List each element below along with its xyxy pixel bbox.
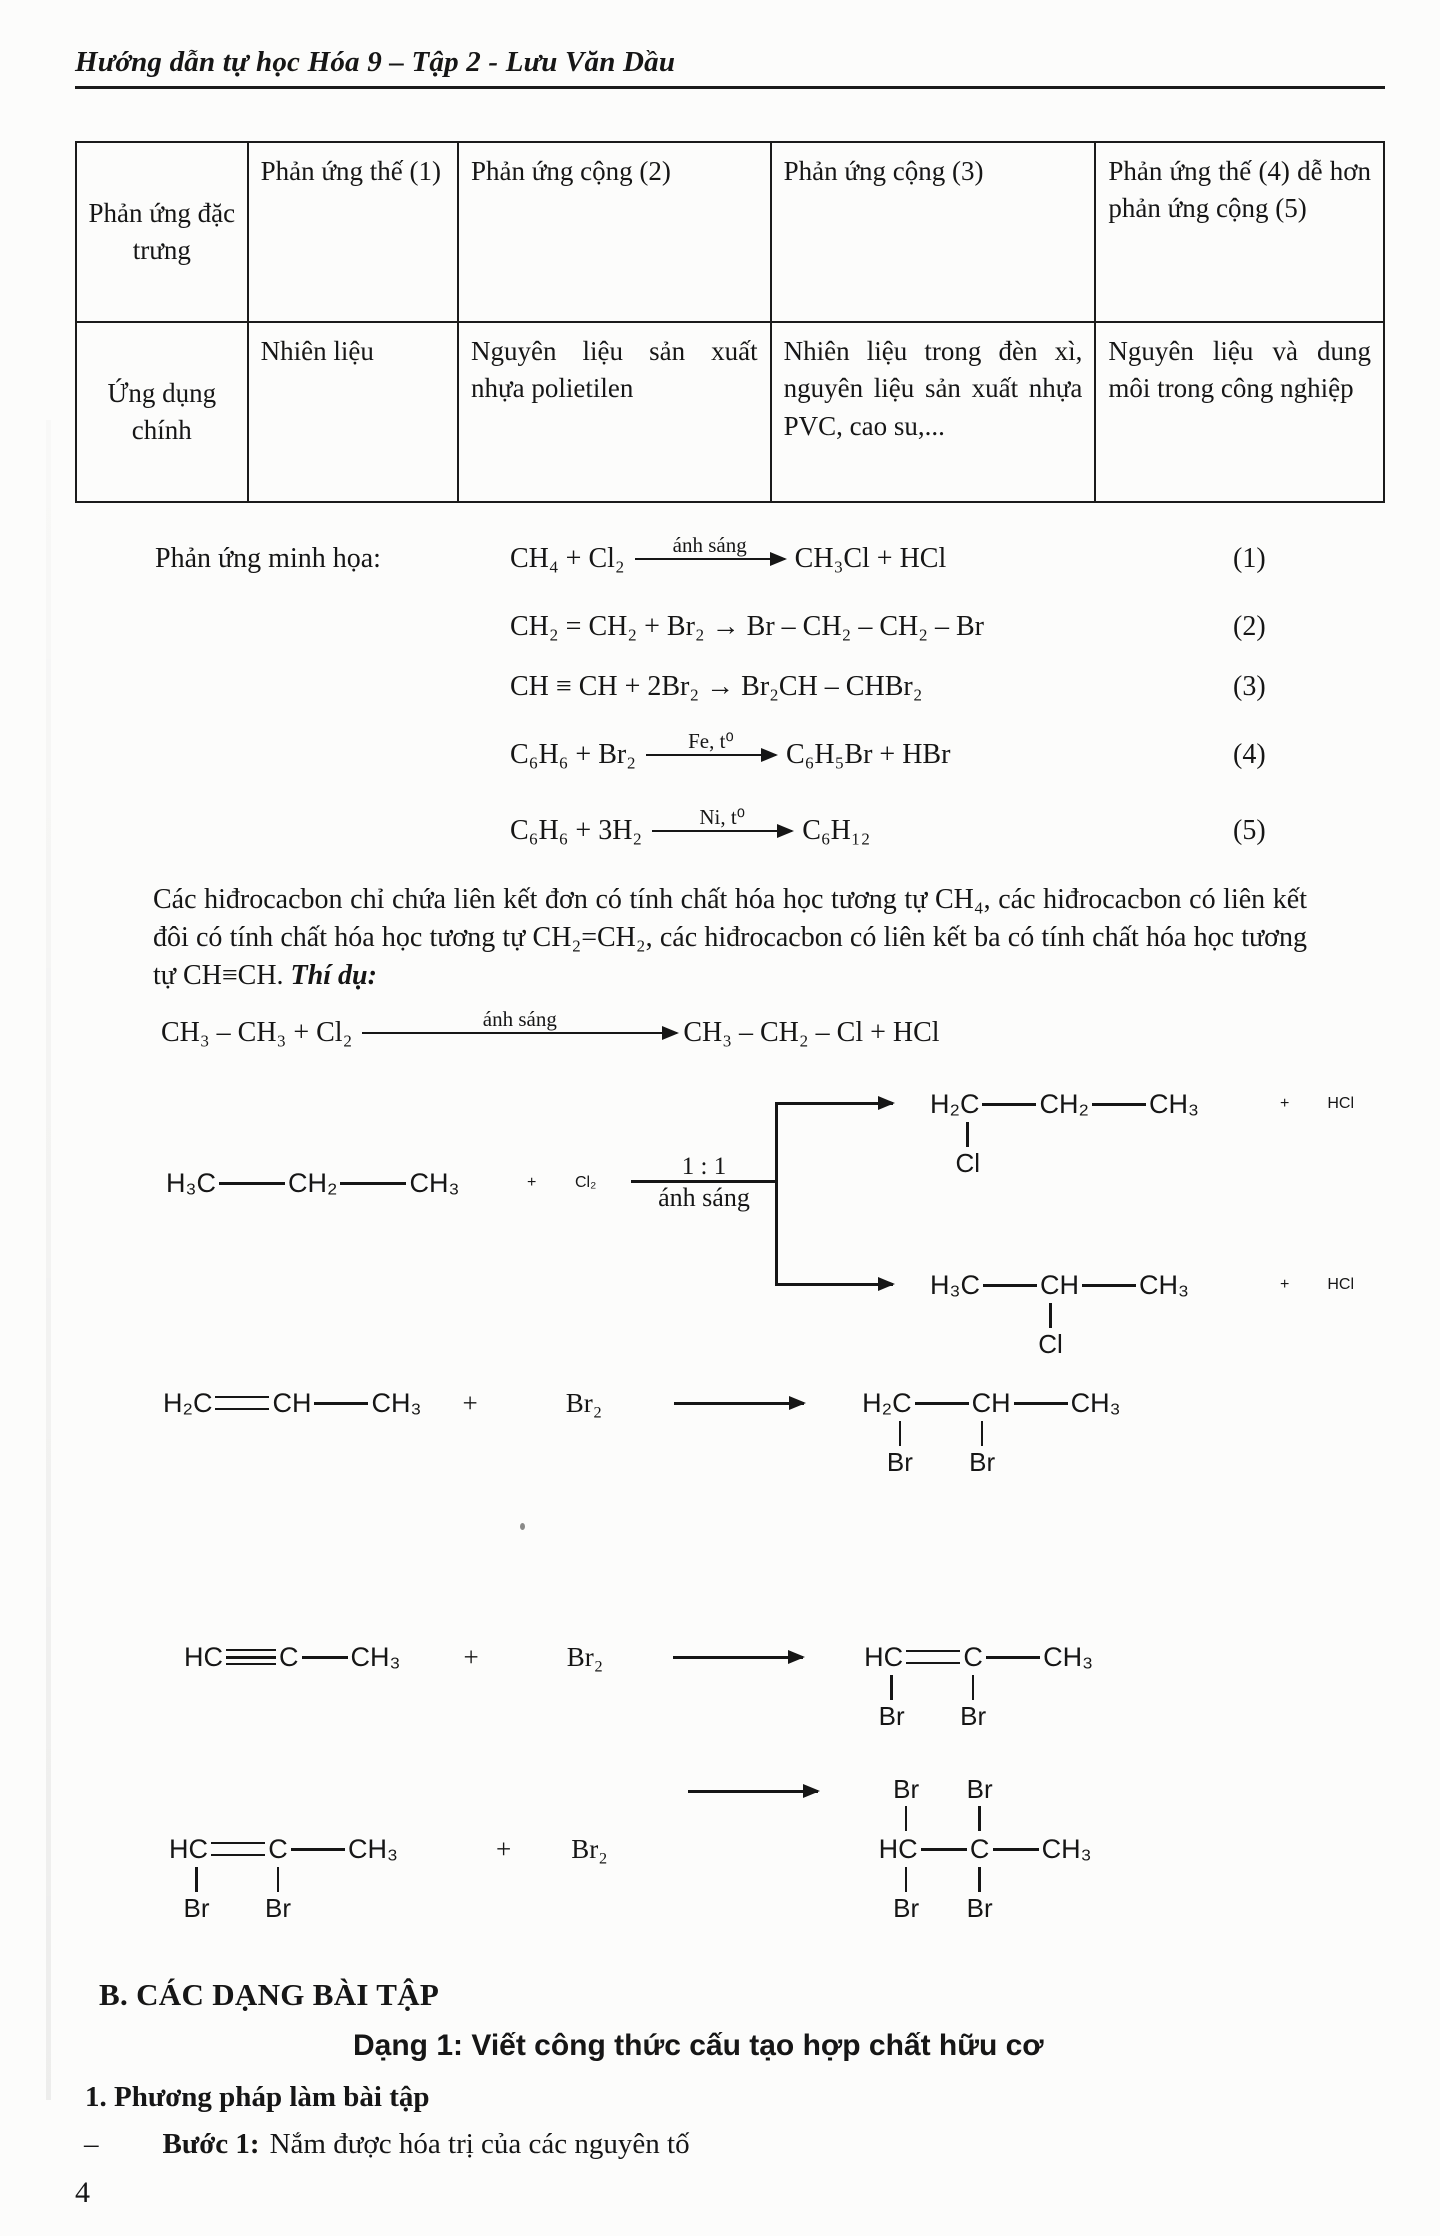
atom-group: C xyxy=(268,1833,288,1864)
triple-bond xyxy=(226,1639,276,1675)
chloropropane-2-structure xyxy=(927,1267,1192,1361)
method-heading: 1. Phương pháp làm bài tập xyxy=(85,2081,430,2114)
ethane-lhs: CH₃ – CH₃ + Cl₂ xyxy=(161,1017,353,1049)
reactions-label: Phản ứng minh họa: xyxy=(155,543,381,574)
atom-group: H₃C xyxy=(166,1167,216,1198)
plus-sign: + xyxy=(527,1174,537,1192)
paragraph-text: Các hiđrocacbon chỉ chứa liên kết đơn có tính chất hóa học tương tự CH₄, các hiđrocacbon có liên kết đôi có tính chất hóa học tương tự CH₂=CH₂, các hiđrocacbon có liên kết ba có tính chất hóa học tương tự CH≡CH. xyxy=(153,884,1307,992)
propane-branching-reaction xyxy=(75,1077,1385,1369)
atom-group: CH₃ xyxy=(1148,1088,1199,1119)
scan-speck xyxy=(520,1523,525,1530)
vertical-bond xyxy=(960,1675,986,1700)
table-cell-fuel: Nhiên liệu xyxy=(248,322,458,502)
single-bond xyxy=(921,1831,967,1867)
single-bond xyxy=(986,1639,1040,1675)
double-bond xyxy=(215,1385,269,1421)
condition-label: ánh sáng xyxy=(658,1182,750,1212)
body-paragraph xyxy=(75,881,1307,995)
reaction-3-text: CH ≡ CH + 2Br₂ → Br₂CH – CHBr₂ xyxy=(510,671,923,702)
exercise-type-heading: Dạng 1: Viết công thức cấu tạo hợp chất hữu cơ xyxy=(353,2029,1044,2063)
equation-number: (3) xyxy=(1233,671,1266,702)
table-header-feature: Phản ứng đặc trưng xyxy=(76,142,248,322)
single-bond xyxy=(993,1831,1039,1867)
atom-group: CH xyxy=(1040,1269,1079,1300)
vertical-bond xyxy=(884,1806,929,1831)
reaction-4-lhs: C₆H₆ + Br₂ xyxy=(510,739,636,770)
dibromopropene-reaction xyxy=(166,1773,1385,1925)
atom-group: H₂C xyxy=(930,1088,980,1119)
arrow-icon xyxy=(688,1790,818,1792)
atom-group: HC xyxy=(864,1641,904,1672)
byproduct: HCl xyxy=(1327,1095,1355,1113)
table-header-addition2: Phản ứng cộng (2) xyxy=(458,142,771,322)
arrow-icon xyxy=(635,558,785,560)
tetrabromopropane-structure xyxy=(876,1773,1095,1925)
table-header-addition3: Phản ứng cộng (3) xyxy=(771,142,1096,322)
step-label: Bước 1: xyxy=(162,2128,260,2161)
vertical-bond xyxy=(967,1867,993,1892)
reaction-5 xyxy=(75,793,1385,869)
table-cell-pvc: Nhiên liệu trong đèn xì, nguyên liệu sản xuất nhựa PVC, cao su,... xyxy=(771,322,1096,502)
single-bond xyxy=(1014,1385,1068,1421)
table-row-label-applications: Ứng dụng chính xyxy=(76,322,248,502)
propene-reactant-structure xyxy=(160,1385,424,1421)
vertical-bond xyxy=(869,1675,914,1700)
example-label: Thí dụ: xyxy=(290,960,377,992)
running-head-title: Hướng dẫn tự học Hóa 9 – Tập 2 - Lưu Văn Dầu xyxy=(75,46,676,78)
condition-label: Fe, t⁰ xyxy=(688,728,734,753)
equation-number: (5) xyxy=(1233,815,1266,846)
table-cell-polyethylene: Nguyên liệu sản xuất nhựa polietilen xyxy=(458,322,771,502)
atom-group: CH₂ xyxy=(1039,1088,1089,1119)
atom-group: CH₃ xyxy=(1139,1269,1189,1300)
reagent: Br₂ xyxy=(566,1641,604,1672)
substituent: Br xyxy=(886,1447,913,1478)
atom-group: CH₃ xyxy=(1070,1387,1121,1418)
vertical-bond xyxy=(174,1867,219,1892)
ratio-label: 1 : 1 xyxy=(681,1153,727,1181)
reaction-1-rhs: CH₃Cl + HCl xyxy=(794,543,947,574)
ethane-rhs: CH₃ – CH₂ – Cl + HCl xyxy=(683,1017,940,1049)
reaction-4-rhs: C₆H₅Br + HBr xyxy=(785,739,951,770)
single-bond xyxy=(314,1385,368,1421)
single-bond xyxy=(1082,1267,1136,1303)
step-text: Nắm được hóa trị của các nguyên tố xyxy=(269,2128,690,2161)
atom-group: CH₃ xyxy=(1043,1641,1094,1672)
labeled-arrow xyxy=(635,534,785,560)
double-bond xyxy=(211,1831,265,1867)
table-row xyxy=(76,322,1384,502)
atom-group: CH₃ xyxy=(409,1167,460,1198)
substituent: Br xyxy=(966,1774,993,1805)
plus-sign: + xyxy=(496,1833,512,1864)
double-bond xyxy=(906,1639,960,1675)
reagent: Br₂ xyxy=(571,1833,608,1864)
atom-group: CH₃ xyxy=(350,1641,401,1672)
reaction-1 xyxy=(75,521,1385,597)
arrow-icon xyxy=(646,754,776,756)
plus-sign: + xyxy=(1280,1276,1290,1294)
ethane-reaction xyxy=(75,995,1385,1071)
single-bond xyxy=(983,1267,1037,1303)
dibromopropene-reactant-structure xyxy=(166,1831,401,1925)
vertical-bond xyxy=(940,1122,995,1147)
branch-bracket xyxy=(775,1103,778,1285)
section-heading: B. CÁC DẠNG BÀI TẬP xyxy=(99,1977,440,2013)
substituent: Br xyxy=(966,1893,993,1924)
header-rule xyxy=(75,86,1385,89)
chloropropane-1-structure xyxy=(927,1086,1202,1180)
propyne-reaction xyxy=(181,1639,1385,1733)
substituent: Br xyxy=(183,1893,210,1924)
atom-group: CH xyxy=(971,1387,1011,1418)
reaction-5-lhs: C₆H₆ + 3H₂ xyxy=(510,815,643,846)
reaction-4 xyxy=(75,717,1385,793)
equation-number: (4) xyxy=(1233,739,1266,770)
dibromopropane-structure xyxy=(859,1385,1123,1479)
table-header-substitution4: Phản ứng thế (4) dễ hơn phản ứng cộng (5) xyxy=(1095,142,1384,322)
bullet-dash: – xyxy=(84,2128,99,2161)
reagent: Br₂ xyxy=(565,1387,603,1418)
atom-group: CH₃ xyxy=(371,1387,422,1418)
single-bond xyxy=(982,1086,1036,1122)
single-bond xyxy=(291,1831,345,1867)
arrow-icon xyxy=(674,1402,804,1404)
atom-group: CH₃ xyxy=(1041,1833,1092,1864)
hydrocarbon-summary-table xyxy=(75,141,1385,503)
reagent: Cl₂ xyxy=(575,1174,597,1192)
single-bond xyxy=(340,1165,406,1201)
plus-sign: + xyxy=(462,1387,478,1418)
equation-number: (2) xyxy=(1233,611,1266,642)
arrow-icon xyxy=(652,830,792,832)
labeled-arrow xyxy=(362,1008,677,1034)
propyne-reactant-structure xyxy=(181,1639,404,1675)
ratio-condition-arrow xyxy=(631,1153,777,1213)
single-bond xyxy=(915,1385,969,1421)
single-bond xyxy=(219,1165,285,1201)
atom-group: C xyxy=(279,1641,299,1672)
propene-reaction xyxy=(160,1385,1385,1479)
branch-arrow-top xyxy=(775,1102,893,1104)
substituent: Br xyxy=(893,1774,920,1805)
condition-label: Ni, t⁰ xyxy=(699,804,746,829)
substituent: Cl xyxy=(955,1148,981,1179)
page-number: 4 xyxy=(75,2176,90,2209)
substituent: Br xyxy=(265,1893,291,1924)
substituent: Br xyxy=(960,1701,987,1732)
atom-group: CH xyxy=(272,1387,312,1418)
reaction-2 xyxy=(75,597,1385,657)
arrow-icon xyxy=(673,1656,803,1658)
vertical-bond xyxy=(884,1867,929,1892)
atom-group: HC xyxy=(878,1833,918,1864)
atom-group: C xyxy=(963,1641,983,1672)
table-row xyxy=(76,142,1384,322)
byproduct: HCl xyxy=(1327,1276,1355,1294)
equation-number: (1) xyxy=(1233,543,1266,574)
plus-sign: + xyxy=(1280,1095,1290,1113)
atom-group: CH₃ xyxy=(348,1833,398,1864)
atom-group: HC xyxy=(184,1641,223,1672)
single-bond xyxy=(302,1639,348,1675)
illustration-reactions xyxy=(75,521,1385,869)
branch-arrow-bottom xyxy=(775,1283,893,1285)
atom-group: HC xyxy=(169,1833,208,1864)
arrow-icon xyxy=(362,1032,677,1034)
substituent: Br xyxy=(969,1447,996,1478)
substituent: Cl xyxy=(1038,1329,1063,1360)
atom-group: C xyxy=(969,1833,990,1864)
step-1-line xyxy=(75,2128,1385,2161)
propane-reactant-structure xyxy=(163,1165,462,1201)
labeled-arrow xyxy=(652,806,792,832)
vertical-bond xyxy=(265,1867,291,1892)
vertical-bond xyxy=(872,1421,927,1446)
dibromopropene-structure xyxy=(861,1639,1096,1733)
plus-sign: + xyxy=(463,1641,479,1672)
atom-group: H₂C xyxy=(862,1387,912,1418)
substituent: Br xyxy=(893,1893,920,1924)
reaction-5-rhs: C₆H₁₂ xyxy=(802,815,871,846)
atom-group: CH₂ xyxy=(288,1167,338,1198)
condition-label: ánh sáng xyxy=(482,1007,557,1032)
table-header-substitution: Phản ứng thế (1) xyxy=(248,142,458,322)
vertical-bond xyxy=(960,1421,1005,1446)
scan-edge-shadow xyxy=(46,420,51,2100)
table-cell-solvent: Nguyên liệu và dung môi trong công nghiệp xyxy=(1095,322,1384,502)
vertical-bond xyxy=(1028,1303,1073,1328)
vertical-bond xyxy=(967,1806,993,1831)
reaction-1-lhs: CH₄ + Cl₂ xyxy=(510,543,625,574)
single-bond xyxy=(1092,1086,1146,1122)
substituent: Br xyxy=(878,1701,905,1732)
labeled-arrow xyxy=(646,730,776,756)
reaction-3 xyxy=(75,657,1385,717)
reaction-2-text: CH₂ = CH₂ + Br₂ → Br – CH₂ – CH₂ – Br xyxy=(510,611,984,642)
atom-group: H₃C xyxy=(930,1269,980,1300)
atom-group: H₂C xyxy=(163,1387,213,1418)
condition-label: ánh sáng xyxy=(672,532,747,557)
